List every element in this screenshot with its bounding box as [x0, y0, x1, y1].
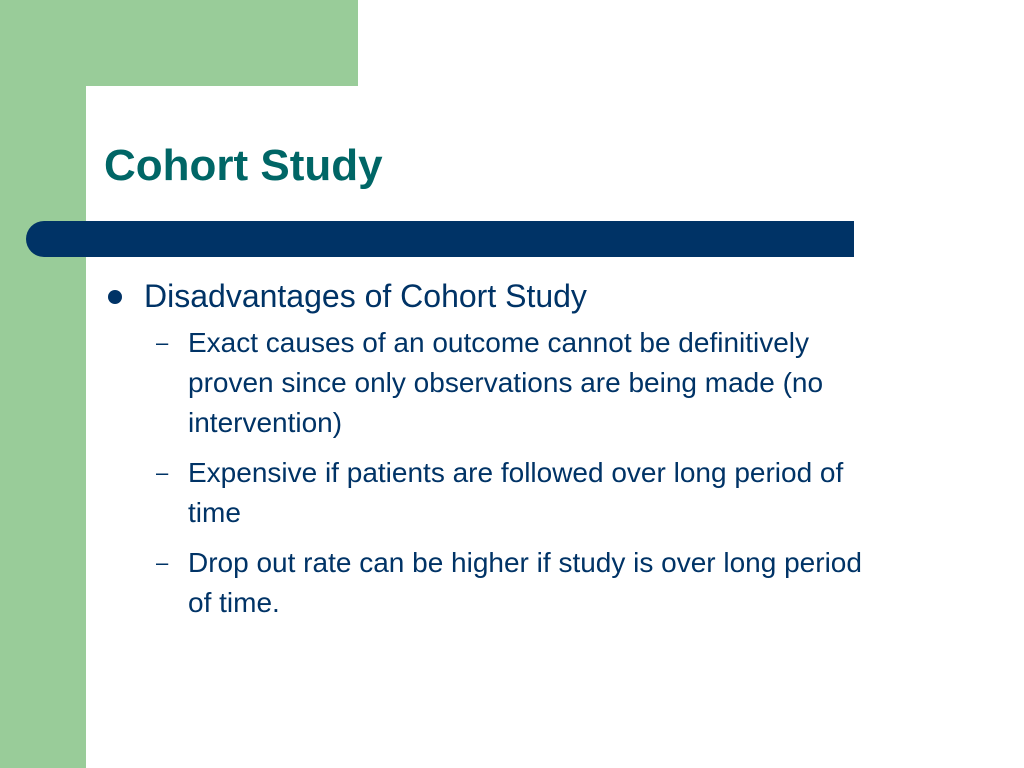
- sub-bullet-text: Exact causes of an outcome cannot be definitively proven since only observations are being made (no intervention): [188, 327, 824, 438]
- sub-bullet-text: Expensive if patients are followed over long period of time: [188, 457, 844, 528]
- title-underline-bar: [26, 221, 854, 257]
- bullet-text: Disadvantages of Cohort Study: [144, 278, 587, 314]
- slide-title: Cohort Study: [104, 141, 383, 190]
- green-side-band: [0, 0, 86, 768]
- dash-icon: –: [156, 330, 169, 355]
- sub-bullet-list: [104, 323, 964, 623]
- sub-bullet-item: [104, 323, 868, 443]
- dash-icon: –: [156, 550, 169, 575]
- sub-bullet-text: Drop out rate can be higher if study is over long period of time.: [188, 547, 862, 618]
- sub-bullet-item: [104, 543, 868, 623]
- dash-icon: –: [156, 460, 169, 485]
- bullet-item: [104, 275, 964, 317]
- bullet-dot-icon: [108, 290, 122, 304]
- green-top-band: [0, 0, 358, 86]
- sub-bullet-item: [104, 453, 868, 533]
- slide-body: [104, 275, 964, 633]
